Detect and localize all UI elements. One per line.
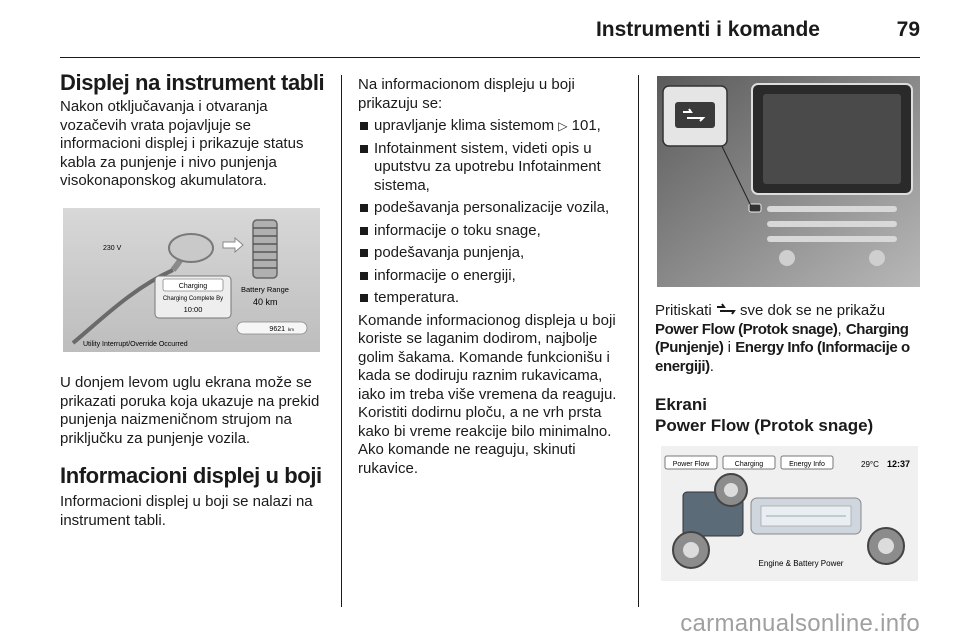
car-energy-icon (716, 303, 736, 315)
list-item: temperatura. (358, 289, 628, 308)
reference-page: 101, (567, 117, 601, 134)
reference-arrow-icon: ▷ (558, 119, 568, 133)
clock-readout: 12:37 (887, 459, 911, 469)
press-instruction: Pritiskati sve dok se ne prikažu Power Flow (Protok snage), Charging (Punjenje) i Energy Info (Informacije o energiji). (655, 302, 910, 375)
column-2 (358, 76, 628, 478)
bullet-icon (360, 294, 368, 302)
charging-display-image (63, 208, 320, 352)
bullet-icon (360, 145, 368, 153)
heading-power-flow: Power Flow (Protok snage) (655, 416, 874, 435)
list-item: upravljanje klima sistemom ▷ 101, (358, 117, 628, 136)
column-1 (60, 70, 328, 191)
option-energy-info: Energy Info (Informacije o energiji) (655, 339, 910, 375)
power-flow-screen (661, 446, 918, 581)
controls-paragraph: Komande informacionog displeja u boji koriste se laganim dodirom, najbolje golim šakama. Komande funkcionišu i kada se dodiruju raznim rukavicama, iako im treba više vremena da reaguju. Koristiti dodirnu ploču, a ne vrh prsta kako bi vreme reakcije bilo minimalno. Ako komande ne reaguju, skinuti rukavice. (358, 311, 617, 477)
color-display-intro: Na informacionom displeju u boji prikazuju se: (358, 76, 575, 112)
voltage-label: 230 V (103, 245, 122, 252)
color-display-paragraph: Informacioni displej u boji se nalazi na instrument tabli. (60, 493, 313, 529)
intro-paragraph: Nakon otključavanja i otvaranja vozačevih vrata pojavljuje se informacioni displej i prikazuje status kabla za punjenje i nivo punjenja visokonaponskog akumulatora. (60, 98, 304, 189)
list-item: podešavanja punjenja, (358, 244, 628, 263)
temperature-readout: 29°C (861, 460, 879, 469)
charging-time: 10:00 (183, 305, 203, 314)
heading-instrument-display: Displej na instrument tabli (60, 70, 325, 95)
header-rule (60, 57, 920, 58)
column-1-lower (60, 374, 328, 530)
odometer-unit: km (288, 327, 294, 332)
feature-list (358, 117, 628, 308)
bullet-icon (360, 204, 368, 212)
utility-status-text: Utility Interrupt/Override Occurred (83, 341, 188, 348)
bullet-icon (360, 249, 368, 257)
tab-power-flow: Power Flow (672, 461, 710, 468)
heading-color-display: Informacioni displej u boji (60, 463, 322, 488)
odometer-value: 9621 (269, 326, 285, 333)
charging-complete-label: Charging Complete By (162, 296, 224, 302)
watermark: carmanualsonline.info (680, 610, 920, 637)
header-title: Instrumenti i komande (595, 18, 820, 41)
page-header (60, 18, 920, 48)
heading-screens: Ekrani (655, 395, 707, 414)
charging-display-illustration (63, 208, 320, 352)
option-power-flow: Power Flow (Protok snage) (655, 320, 838, 338)
column-divider-1 (341, 75, 342, 607)
option-charging: Charging (Punjenje) (655, 320, 909, 356)
list-item: podešavanja personalizacije vozila, (358, 199, 628, 218)
dashboard-illustration (657, 76, 920, 287)
interrupt-paragraph: U donjem levom uglu ekrana može se prikazati poruka koja ukazuje na prekid punjenja naizmeničnom strujom na priključku za punjenje vozila. (60, 374, 320, 447)
list-item: informacije o energiji, (358, 267, 628, 286)
bullet-icon (360, 227, 368, 235)
power-flow-illustration (661, 446, 918, 581)
tab-charging: Charging (734, 461, 764, 468)
page-number: 79 (896, 18, 920, 41)
list-item: Infotainment sistem, videti opis u uputstvu za upotrebu Infotainment sistema, (358, 140, 628, 196)
bullet-icon (360, 272, 368, 280)
column-divider-2 (638, 75, 639, 607)
charging-label: Charging (178, 283, 208, 290)
bullet-icon (360, 122, 368, 130)
column-3 (655, 302, 923, 436)
battery-range-label: Battery Range (241, 285, 289, 294)
tab-energy-info: Energy Info (789, 461, 825, 468)
power-flow-caption: Engine & Battery Power (758, 559, 844, 568)
dashboard-photo (657, 76, 920, 287)
battery-range-value: 40 km (253, 297, 278, 307)
list-item: informacije o toku snage, (358, 222, 628, 241)
